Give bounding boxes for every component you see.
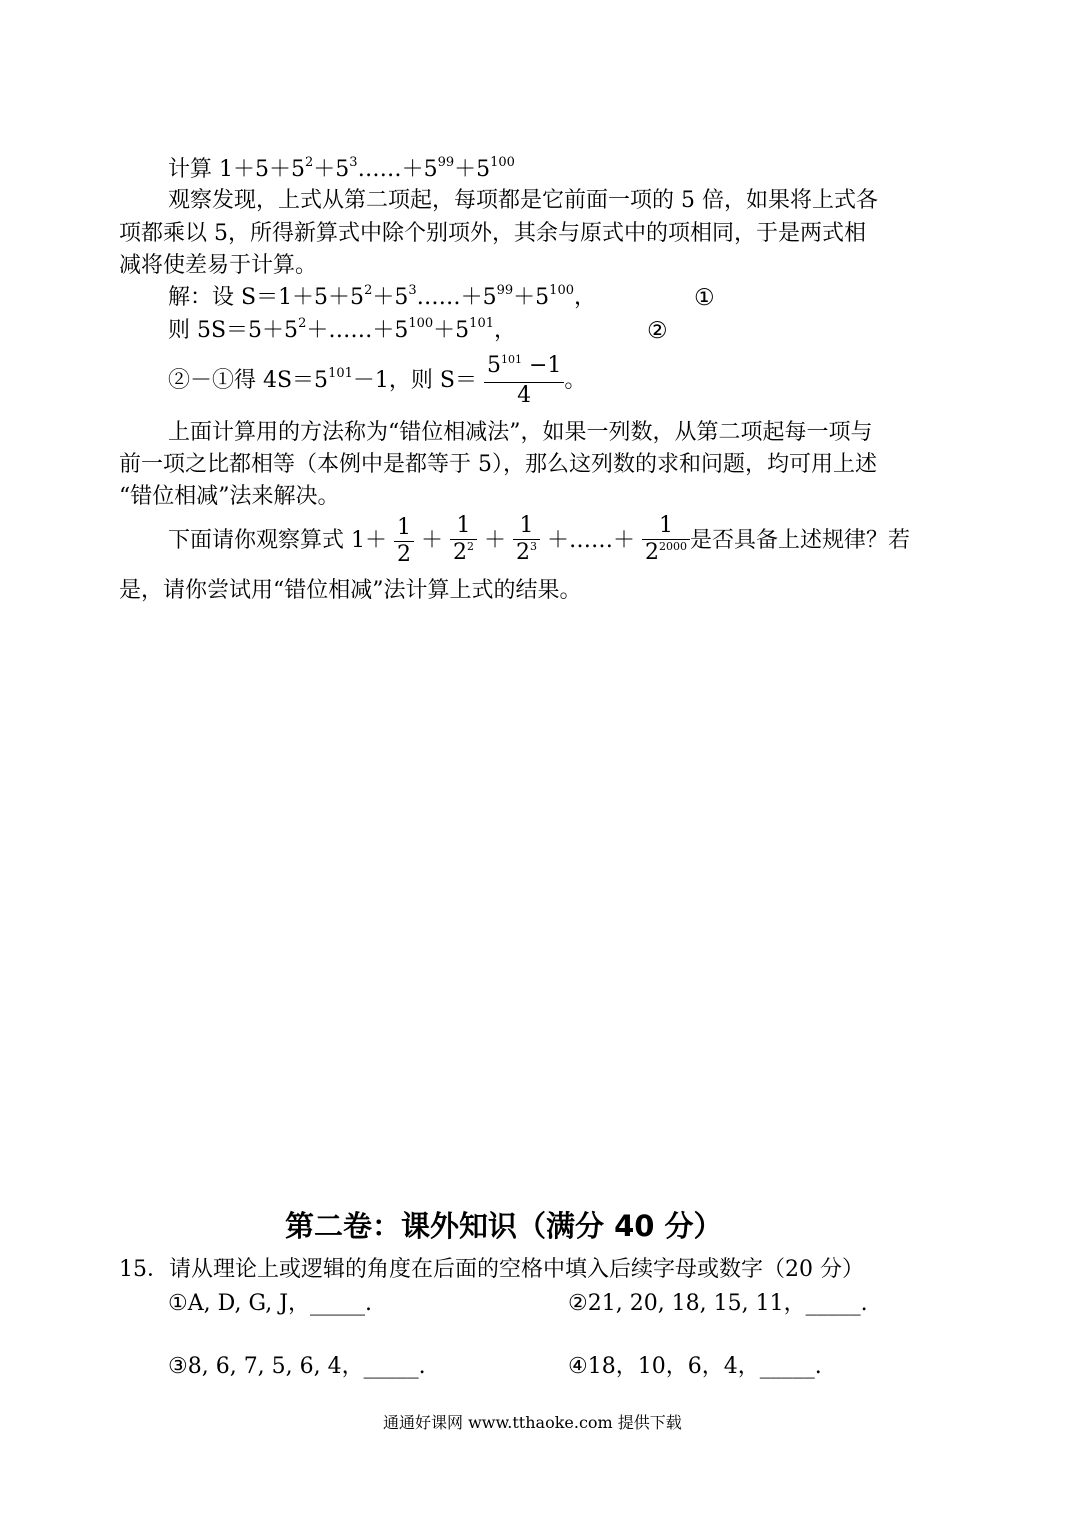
sol-text: 。 <box>564 368 587 393</box>
fraction-quarter: $\frac{1}{2^2}$ <box>450 513 477 569</box>
question-15: 15．请从理论上或逻辑的角度在后面的空格中填入后续字母或数字（20 分） <box>119 1257 864 1282</box>
fraction-last: $\frac{1}{2^{2000}}$ <box>642 513 690 569</box>
q-text: ＋ <box>484 528 507 553</box>
equation-mark-1: ① <box>694 285 715 311</box>
fraction-numerator: $5^{101} -1$ <box>484 353 564 383</box>
sol-text: －1，则 S＝ <box>352 368 477 393</box>
exp: 101 <box>328 366 353 381</box>
solution-line-3 <box>168 352 586 413</box>
exp: 2 <box>305 155 314 170</box>
sol-text: ……＋5 <box>416 285 497 310</box>
exp: 3 <box>408 283 417 298</box>
exp: 100 <box>408 316 434 331</box>
sol-text: ， <box>574 285 597 310</box>
exp: 100 <box>490 155 515 170</box>
method-line-1: 上面计算用的方法称为“错位相减法”，如果一列数，从第二项起每一项与 <box>168 420 873 445</box>
equation-mark-2: ② <box>647 318 668 344</box>
sol-text: ＋5 <box>372 285 409 310</box>
question-line-2: 是，请你尝试用“错位相减”法计算上式的结果。 <box>119 578 582 603</box>
result-fraction <box>484 353 564 409</box>
sol-text: 则 5S＝5＋5 <box>168 318 299 343</box>
exp: 3 <box>349 155 358 170</box>
sequence-2: ②21, 20, 18, 15, 11，_____. <box>568 1291 868 1316</box>
observe-line-3: 减将使差易于计算。 <box>119 253 318 278</box>
calc-line <box>168 155 515 188</box>
sequence-1: ①A, D, G, J，_____. <box>168 1291 373 1316</box>
sol-text: ＋5 <box>433 318 470 343</box>
method-line-3: “错位相减”法来解决。 <box>119 484 340 509</box>
observe-line-1: 观察发现，上式从第二项起，每项都是它前面一项的 5 倍，如果将上式各 <box>168 188 878 213</box>
sol-text: ＋……＋5 <box>306 318 409 343</box>
fraction-denominator: 4 <box>517 383 532 408</box>
solution-line-1 <box>168 283 596 316</box>
question-line-1 <box>168 512 910 570</box>
sequence-3: ③8, 6, 7, 5, 6, 4，_____. <box>168 1354 426 1379</box>
exp: 99 <box>437 155 455 170</box>
calc-text: ＋5 <box>454 157 491 182</box>
fraction-eighth: $\frac{1}{2^3}$ <box>513 513 540 569</box>
exp: 99 <box>496 283 514 298</box>
exp: 100 <box>549 283 574 298</box>
exp: 101 <box>469 316 494 331</box>
sol-text: ， <box>494 318 517 343</box>
exp: 2 <box>364 283 373 298</box>
sol-text: ＋5 <box>513 285 550 310</box>
method-line-2: 前一项之比都相等（本例中是都等于 5），那么这列数的求和问题，均可用上述 <box>119 452 877 477</box>
calc-text: ……＋5 <box>357 157 438 182</box>
q-text: ＋ <box>421 528 444 553</box>
section-title: 第二卷：课外知识（满分 40 分） <box>285 1209 723 1243</box>
sol-text: ②－①得 4S＝5 <box>168 368 329 393</box>
fraction-half: $\frac{1}{2}$ <box>394 515 414 568</box>
solution-line-2 <box>168 316 516 349</box>
calc-text: ＋5 <box>313 157 350 182</box>
footer-note: 通通好课网 www.tthaoke.com 提供下载 <box>383 1413 682 1432</box>
sequence-4: ④18，10，6，4，_____. <box>568 1354 822 1379</box>
q-text: ＋……＋ <box>547 528 636 553</box>
q-text: 是否具备上述规律？若 <box>690 528 911 553</box>
exp: 2 <box>298 316 307 331</box>
observe-line-2: 项都乘以 5，所得新算式中除个别项外，其余与原式中的项相同，于是两式相 <box>119 221 866 246</box>
sol-text: 解：设 S＝1＋5＋5 <box>168 285 365 310</box>
calc-text: 计算 1＋5＋5 <box>168 157 305 182</box>
q-text: 下面请你观察算式 1＋ <box>168 528 387 553</box>
